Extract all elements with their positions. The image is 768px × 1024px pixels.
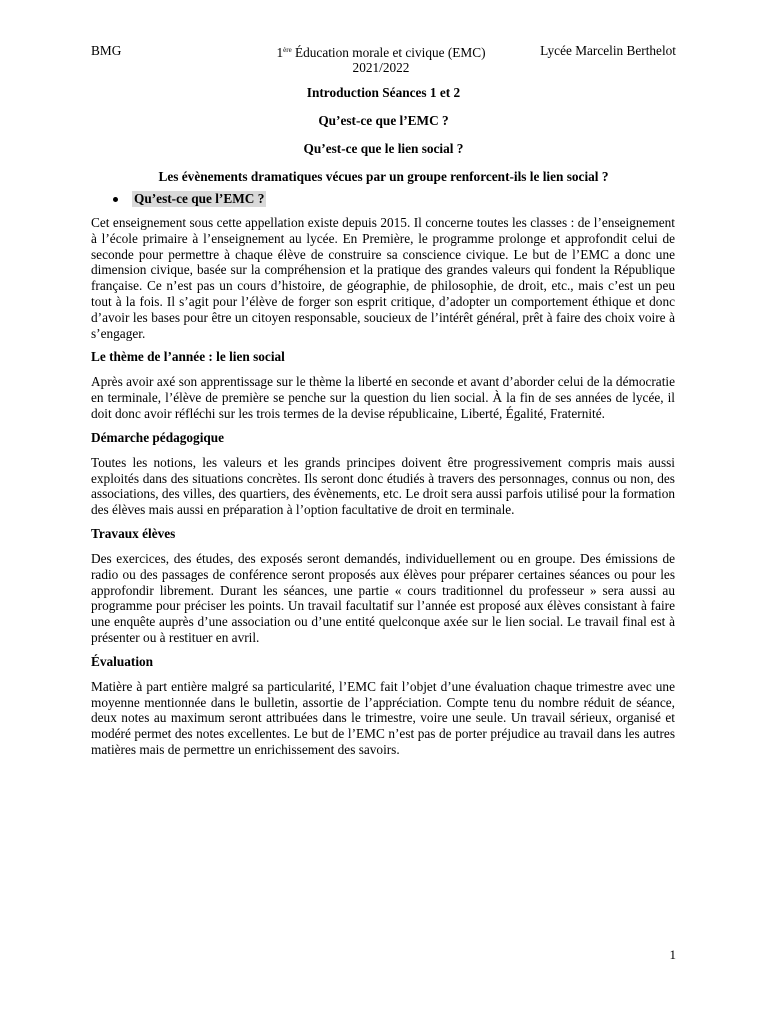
- bullet-label-highlighted: Qu’est-ce que l’EMC ?: [134, 191, 265, 206]
- section-text-theme: Après avoir axé son apprentissage sur le thème la liberté en seconde et avant d’aborder celui de la démocratie en terminale, l’élève de première se penche sur la question du lien social. À la fin de ses années de lycée, il doit donc avoir réfléchi sur les trois termes de la devise républicaine, Liberté, Égalité, Fraternité.: [91, 374, 675, 421]
- question-emc: Qu’est-ce que l’EMC ?: [318, 113, 449, 128]
- header-school-year: 2021/2022: [352, 60, 410, 75]
- section-heading-demarche: Démarche pédagogique: [91, 429, 225, 445]
- page-number: 1: [669, 947, 676, 962]
- header-school: Lycée Marcelin Berthelot: [540, 43, 676, 58]
- question-lien-social: Qu’est-ce que le lien social ?: [303, 141, 464, 156]
- header-grade-suffix: ère: [283, 46, 292, 54]
- header-course-title: [241, 43, 521, 60]
- page-header: [91, 43, 676, 75]
- section-heading-evaluation: Évaluation: [91, 653, 154, 669]
- section-text-demarche: Toutes les notions, les valeurs et les grands principes doivent être progressivement compris mais aussi exploités dans des situations concrètes. Ils seront donc étudiés à travers des personnages, connus ou non, des associations, des villes, des quartiers, des évènements, etc. Le droit sera aussi parfois utilisé pour la formation des élèves mais aussi en préparation à l’option facultative de droit en terminale.: [91, 454, 675, 518]
- section-text-evaluation: Matière à part entière malgré sa particularité, l’EMC fait l’objet d’une évaluation chaque trimestre avec une moyenne mentionnée dans le bulletin, assortie de l’appréciation. Compte tenu du nombre réduit de séance, deux notes au maximum seront attribuées dans le trimestre, voire une seule. Un travail sérieux, organisé et modéré permet des notes excellentes. Le but de l’EMC n’est pas de porter préjudice au travail dans les autres matières mais de permettre un enrichissement des savoirs.: [91, 678, 675, 757]
- header-author: BMG: [91, 43, 122, 58]
- section-heading-theme: Le thème de l’année : le lien social: [91, 349, 285, 365]
- section-text-travaux: Des exercices, des études, des exposés seront demandés, individuellement ou en groupe. Des émissions de radio ou des passages de conférence seront proposés aux élèves pour préparer certaines séances ou pour les approfondir librement. Durant les séances, une partie « cours traditionnel du professeur » sera aussi au programme pour préciser les points. Un travail facultatif sur l’année est proposé aux élèves consistant à faire une enquête auprès d’une association ou d’une entité quelconque axée sur le lien social. Le travail final est à présenter ou à restituer en avril.: [91, 550, 675, 645]
- header-subject: Éducation morale et civique (EMC): [291, 45, 486, 60]
- intro-paragraph: Cet enseignement sous cette appellation existe depuis 2015. Il concerne toutes les classes : de l’enseignement à l’école primaire à l’enseignement au lycée. En Première, le programme prolonge et approfondit celui de seconde pour permettre à chaque élève de construire sa conscience civique. Le but de l’EMC a donc une dimension civique, basée sur la compréhension et la pratique des grandes valeurs qui fondent la République française. Ce n’est pas un cours d’histoire, de géographie, de philosophie, de droit, etc., mais c’est un peu tout à la fois. Il s’agit pour l’élève de forger son esprit critique, d’adopter un comportement éthique et donc d’avoir les bases pour être un citoyen responsable, soucieux de l’intérêt général, prêt à faire des choix voire à s’engager.: [91, 215, 675, 341]
- bullet-icon: [113, 197, 118, 202]
- document-title: Introduction Séances 1 et 2: [306, 85, 461, 100]
- header-course: [241, 43, 521, 75]
- header-grade-number: 1: [276, 45, 284, 60]
- problematique: Les évènements dramatiques vécues par un groupe renforcent-ils le lien social ?: [158, 169, 609, 184]
- document-body: [91, 191, 675, 766]
- bullet-item: [113, 191, 675, 207]
- title-block: [91, 85, 676, 197]
- section-heading-travaux: Travaux élèves: [91, 525, 176, 541]
